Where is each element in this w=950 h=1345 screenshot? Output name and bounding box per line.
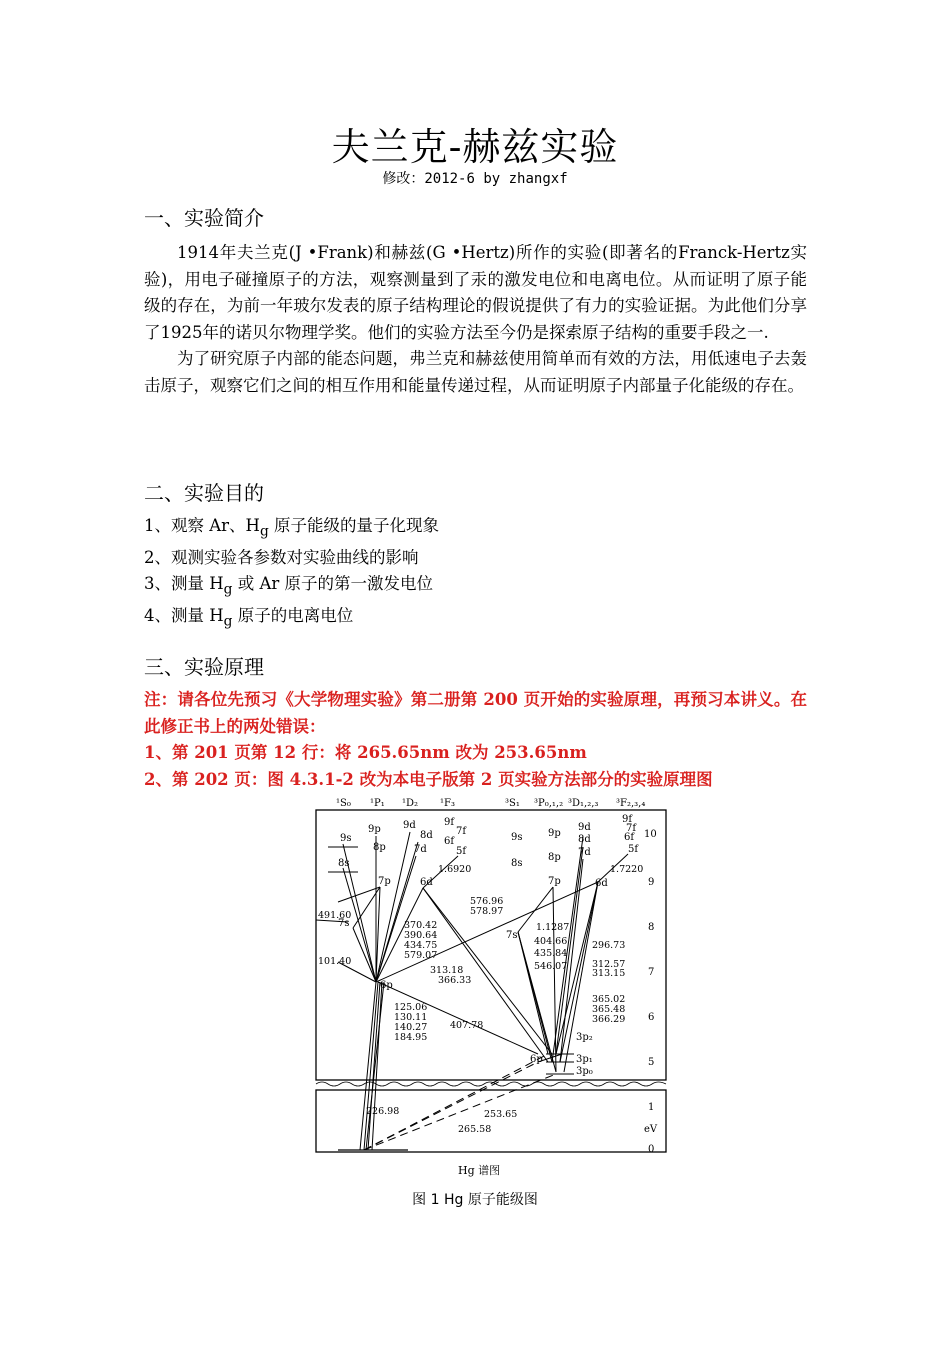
wavelength-label: 365.02 [592, 994, 626, 1005]
wavelength-label: 407.78 [450, 1020, 484, 1031]
axis-tick-label: 9 [648, 877, 655, 888]
level-label: 7f [456, 826, 467, 837]
wavelength-label: 576.96 [470, 896, 504, 907]
wavelength-label: 404.66 [534, 936, 568, 947]
level-label: 8s [338, 858, 350, 869]
wavelength-label: 1.6920 [438, 864, 472, 875]
wavelength-label: 434.75 [404, 940, 438, 951]
wavelength-label: 365.48 [592, 1004, 626, 1015]
level-label: 6d [420, 877, 433, 888]
section-heading-purpose: 二、实验目的 [144, 481, 264, 505]
section-heading-principle: 三、实验原理 [144, 655, 264, 679]
wavelength-label: 313.15 [592, 968, 626, 979]
svg-text:6d: 6d [595, 878, 608, 889]
axis-tick-label: 0 [648, 1144, 655, 1155]
svg-text:7f: 7f [626, 823, 637, 834]
level-label: 3p₀ [576, 1066, 593, 1077]
svg-text:7d: 7d [578, 847, 591, 858]
level-label: 3p₁ [576, 1054, 593, 1065]
column-label: ³P₀,₁,₂ [534, 798, 564, 809]
wavelength-label: 366.29 [592, 1014, 626, 1025]
column-label: ¹S₀ [336, 798, 351, 809]
purpose-item: 4、测量 $H_g$ 原子的电离电位 [144, 606, 354, 630]
wavelength-label: 265.58 [458, 1124, 492, 1135]
level-label: 7d [414, 844, 427, 855]
section-heading-intro: 一、实验简介 [144, 206, 264, 230]
level-label: 6f [444, 836, 455, 847]
figure-caption: 图 1 Hg 原子能级图 [412, 1192, 538, 1208]
wavelength-label: 546.07 [534, 961, 568, 972]
wavelength-label: 1.7220 [610, 864, 644, 875]
level-label: 9s [340, 833, 352, 844]
energy-axis [644, 829, 658, 1155]
wavelength-label: 312.57 [592, 959, 626, 970]
level-label: 9f [444, 817, 455, 828]
wavelength-label: 101.40 [318, 956, 352, 967]
axis-tick-label: 1 [648, 1102, 655, 1113]
level-label: 9d [403, 820, 416, 831]
axis-tick-label: 5 [648, 1057, 655, 1068]
svg-text:8s: 8s [511, 858, 523, 869]
diagram-inner-caption: Hg 谱图 [458, 1164, 501, 1177]
wavelength-label: 1.1287 [536, 922, 570, 933]
svg-text:9p: 9p [548, 828, 561, 839]
purpose-item: 1、观察 Ar、$H_g$ 原子能级的量子化现象 [144, 516, 439, 540]
wavelength-label: 226.98 [366, 1106, 400, 1117]
wavelength-label: 578.97 [470, 906, 504, 917]
level-label: 9p [368, 824, 381, 835]
column-label: ¹P₁ [370, 798, 385, 809]
purpose-item: 3、测量 $H_g$ 或 Ar 原子的第一激发电位 [144, 574, 433, 598]
document-title: 夫兰克-赫兹实验 [331, 125, 619, 169]
wavelength-label: 366.33 [438, 975, 472, 986]
column-label: ³F₂,₃,₄ [616, 798, 646, 809]
ground-transitions [364, 1054, 556, 1150]
axis-tick-label: 6 [648, 1012, 655, 1023]
column-label: ¹D₂ [402, 798, 419, 809]
errata-fix-2: 2、第 202 页：图 4.3.1-2 改为本电子版第 2 页实验方法部分的实验原理图 [144, 769, 713, 789]
axis-tick-label: 7 [648, 967, 655, 978]
level-label: 6p [380, 980, 393, 991]
wavelength-label: 184.95 [394, 1032, 428, 1043]
axis-tick-label: 10 [644, 829, 657, 840]
svg-text:9s: 9s [511, 832, 523, 843]
axis-unit: eV [644, 1124, 658, 1135]
column-label: ³D₁,₂,₃ [568, 798, 599, 809]
column-headers [336, 798, 645, 809]
svg-text:7s: 7s [506, 930, 518, 941]
svg-text:9f: 9f [622, 814, 633, 825]
wavelength-label: 435.84 [534, 948, 568, 959]
wavelength-label: 130.11 [394, 1012, 428, 1023]
errata-intro: 注：请各位先预习《大学物理实验》第二册第 200 页开始的实验原理，再预习本讲义。在此修正书上的两处错误： [144, 690, 807, 736]
svg-text:5f: 5f [628, 844, 639, 855]
wavelength-label: 125.06 [394, 1002, 428, 1013]
wavelength-label: 313.18 [430, 965, 464, 976]
purpose-item: 2、观测实验各参数对实验曲线的影响 [144, 547, 419, 567]
level-label: 5f [456, 846, 467, 857]
svg-text:6f: 6f [624, 832, 635, 843]
intro-text [144, 240, 807, 399]
wavelength-labels [318, 864, 643, 1135]
wavelength-label: 390.64 [404, 930, 438, 941]
wavelength-label: 491.60 [318, 910, 352, 921]
purpose-list [144, 513, 439, 635]
wavelength-label: 370.42 [404, 920, 438, 931]
column-label: ¹F₃ [440, 798, 455, 809]
level-label: 7s [338, 918, 350, 929]
wavelength-label: 579.07 [404, 950, 438, 961]
intro-paragraph-1: 1914年夫兰克(J •Frank)和赫兹(G •Hertz)所作的实验(即著名的Franck-Hertz实验)，用电子碰撞原子的方法，观察测量到了汞的激发电位和电离电位。从而证明了原子能级的存在，为前一年玻尔发表的原子结构理论的假说提供了有力的实验证据。为此他们分享了1925年的诺贝尔物理学奖。他们的实验方法至今仍是探索原子结构的重要手段之一. [144, 243, 807, 342]
level-label: 8d [420, 830, 433, 841]
level-label: 8p [373, 842, 386, 853]
svg-text:9d: 9d [578, 822, 591, 833]
axis-tick-label: 8 [648, 922, 655, 933]
intro-paragraph-2: 为了研究原子内部的能态问题，弗兰克和赫兹使用简单而有效的方法，用低速电子去轰击原子，观察它们之间的相互作用和能量传递过程，从而证明原子内部量子化能级的存在。 [144, 349, 807, 395]
svg-text:8p: 8p [548, 852, 561, 863]
svg-text:8d: 8d [578, 834, 591, 845]
svg-text:6p: 6p [530, 1054, 543, 1065]
hg-energy-level-diagram [298, 792, 688, 1182]
svg-text:7p: 7p [548, 876, 561, 887]
level-label: 7p [378, 876, 391, 887]
revision-note: 修改：2012-6 by zhangxf [382, 171, 568, 187]
errata-note [144, 687, 807, 793]
errata-fix-1: 1、第 201 页第 12 行：将 265.65nm 改为 253.65nm [144, 743, 587, 762]
wavelength-label: 253.65 [484, 1109, 518, 1120]
wavelength-label: 296.73 [592, 940, 626, 951]
level-label: 3p₂ [576, 1032, 593, 1043]
wavelength-label: 140.27 [394, 1022, 428, 1033]
column-label: ³S₁ [505, 798, 520, 809]
